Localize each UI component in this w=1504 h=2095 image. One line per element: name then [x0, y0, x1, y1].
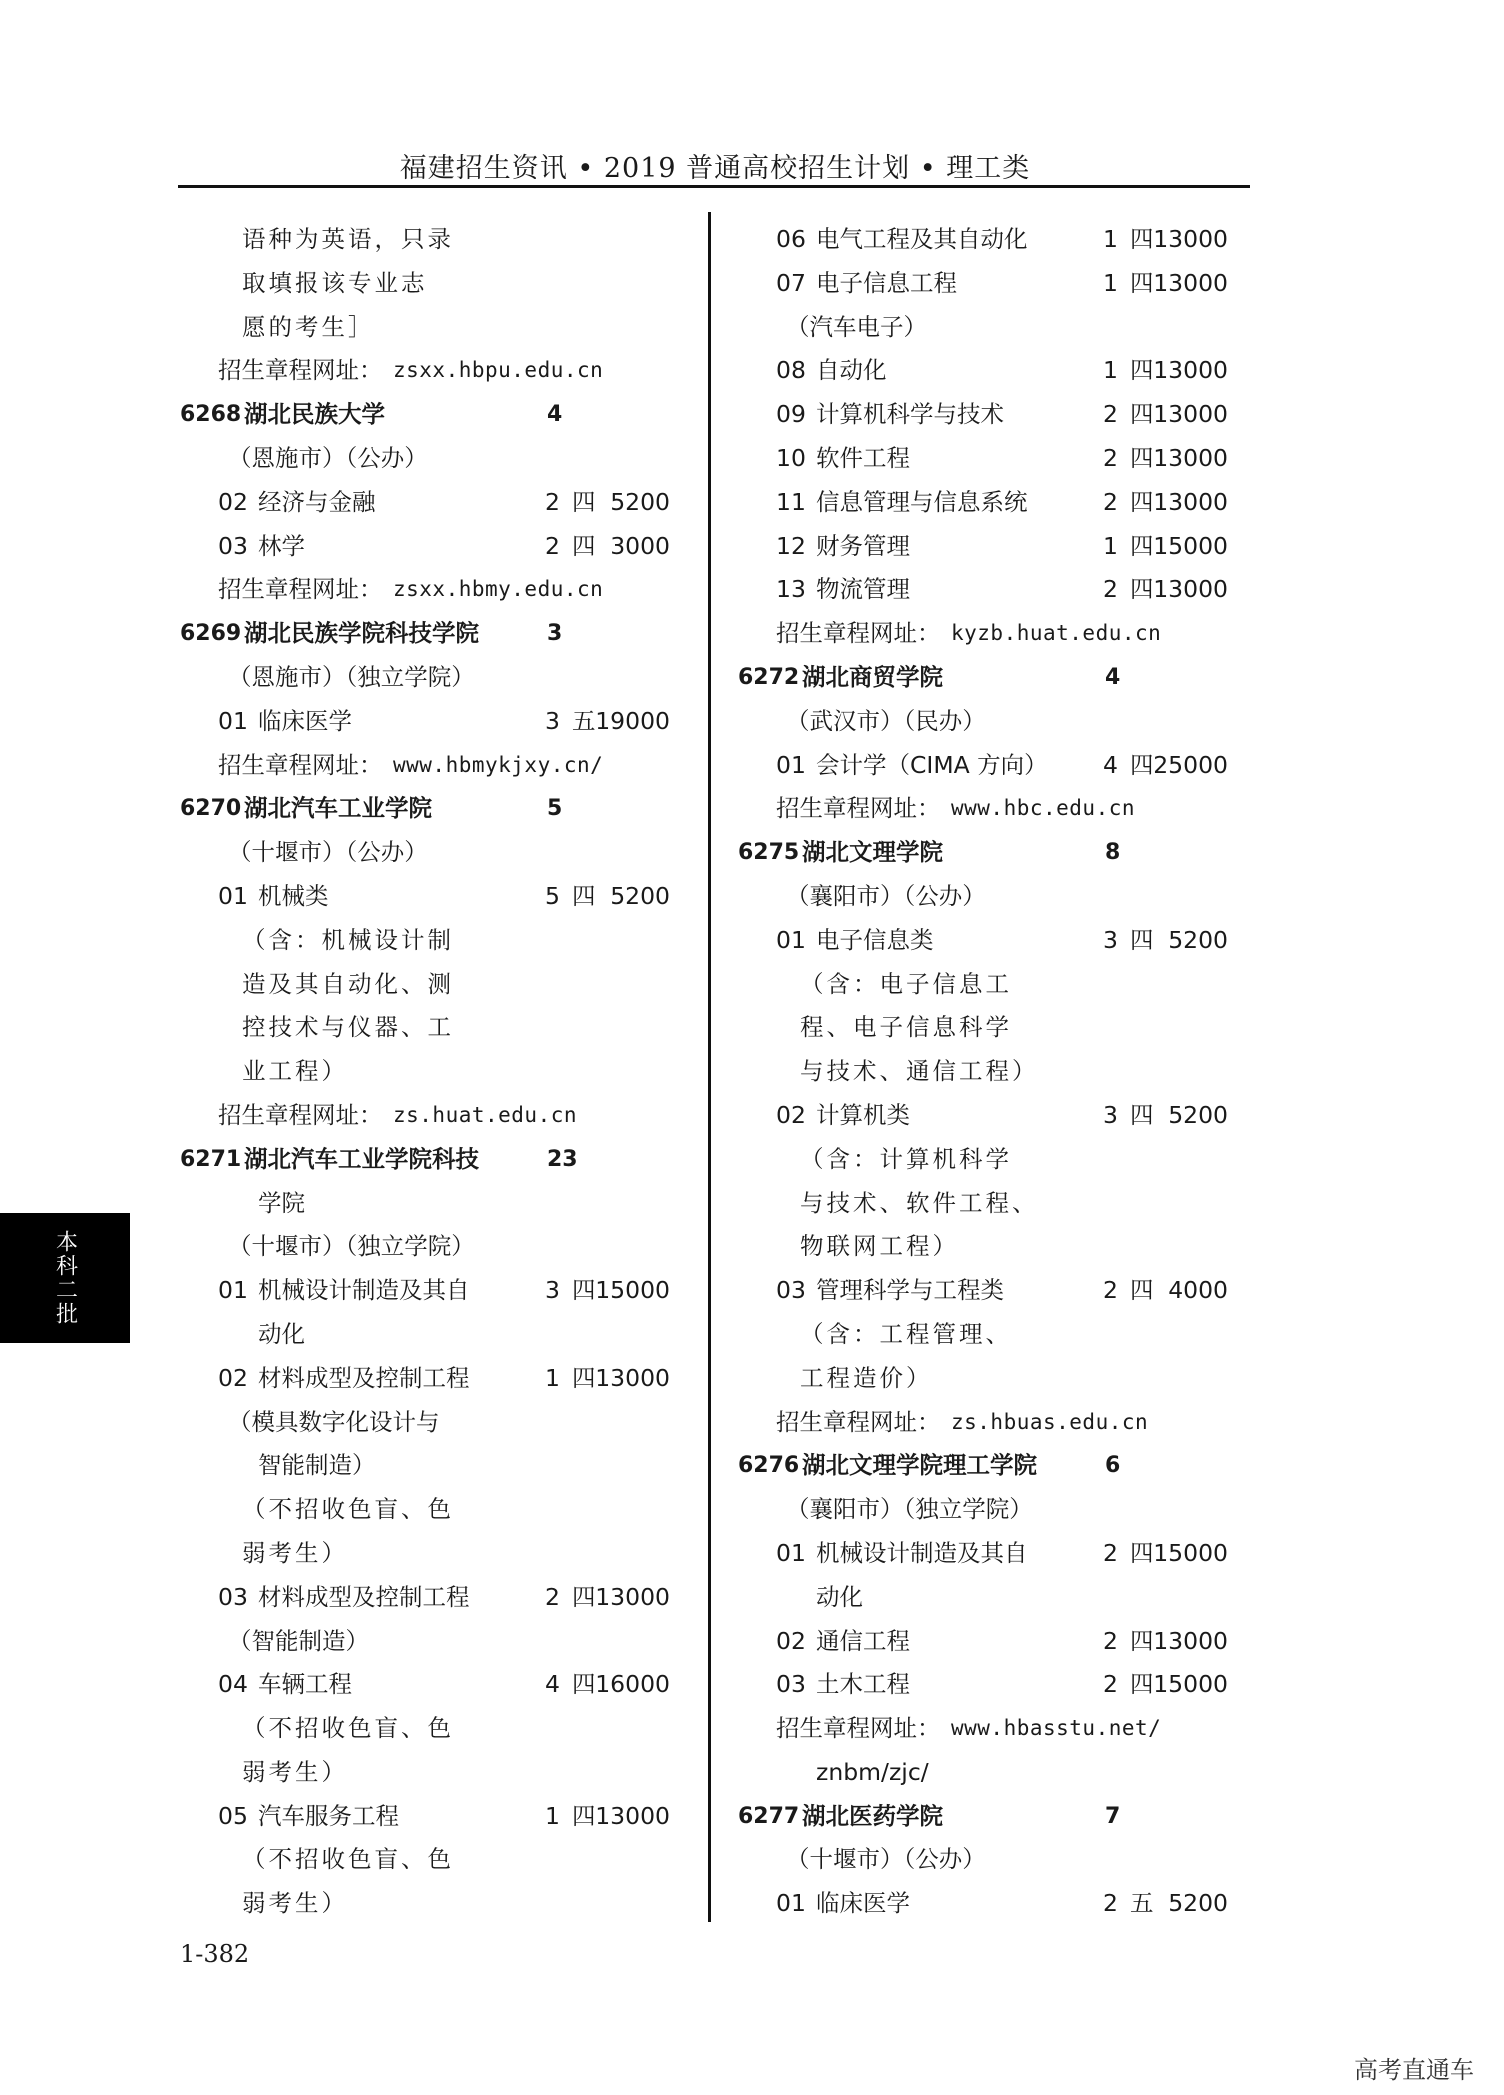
- entry-line: [180, 262, 680, 306]
- detail-text: （模具数字化设计与: [228, 1407, 440, 1436]
- major-row: [180, 1357, 680, 1401]
- major-name: 汽车服务工程: [258, 1801, 399, 1830]
- entry-line: [738, 1488, 1238, 1532]
- continuation-text: znbm/zjc/: [816, 1757, 929, 1786]
- major-code: 06: [776, 225, 806, 253]
- major-name: 机械设计制造及其自: [258, 1276, 470, 1305]
- note-text: 取填报该专业志: [242, 268, 428, 297]
- header-rule: [178, 185, 1250, 188]
- admission-url-row: [180, 349, 680, 393]
- note-text: 弱考生）: [242, 1538, 348, 1567]
- major-row: [738, 1882, 1238, 1926]
- university-plan-count: 7: [1105, 1803, 1121, 1829]
- major-plan-count: 5: [545, 881, 560, 910]
- entry-line: [738, 1138, 1238, 1182]
- detail-text: （襄阳市）（独立学院）: [786, 1495, 1033, 1524]
- university-code: 6277: [738, 1803, 800, 1829]
- section-side-tab-label: 本科二批: [52, 1230, 78, 1326]
- major-row: [738, 1094, 1238, 1138]
- major-name: 机械设计制造及其自: [816, 1538, 1028, 1567]
- entry-line: [180, 1532, 680, 1576]
- major-code: 02: [776, 1100, 806, 1129]
- university-row: [738, 1795, 1238, 1839]
- page-number: 1-382: [180, 1940, 250, 1968]
- entry-line: [738, 1050, 1238, 1094]
- note-text: 弱考生）: [242, 1757, 348, 1786]
- major-fee: 5200: [610, 881, 670, 910]
- major-row: [738, 481, 1238, 525]
- major-plan-count: 3: [545, 1276, 560, 1305]
- entry-line: [738, 963, 1238, 1007]
- major-years: 四: [572, 881, 596, 910]
- note-text: 控技术与仪器、工: [242, 1013, 454, 1042]
- university-code: 6276: [738, 1453, 800, 1479]
- major-row: [738, 744, 1238, 788]
- entry-line: [180, 1620, 680, 1664]
- major-plan-count: 1: [1103, 356, 1118, 385]
- continuation-text: 动化: [816, 1582, 863, 1611]
- note-text: （含：电子信息工: [800, 969, 1012, 998]
- major-years: 四: [1130, 925, 1154, 954]
- continuation-text: 智能制造）: [258, 1451, 376, 1480]
- major-fee: 4000: [1168, 1276, 1228, 1305]
- university-row: [738, 831, 1238, 875]
- major-row: [738, 1269, 1238, 1313]
- major-name: 软件工程: [816, 443, 910, 472]
- entry-line: [180, 1444, 680, 1488]
- major-row: [180, 1795, 680, 1839]
- entry-line: [180, 1182, 680, 1226]
- major-code: 13: [776, 575, 806, 604]
- major-years: 四: [1130, 400, 1154, 429]
- major-years: 四: [572, 1276, 596, 1305]
- university-name: 湖北文理学院: [802, 838, 943, 867]
- major-plan-count: 1: [1103, 531, 1118, 560]
- major-name: 土木工程: [816, 1670, 910, 1699]
- university-row: [180, 612, 680, 656]
- detail-text: （汽车电子）: [786, 312, 927, 341]
- major-name: 临床医学: [258, 706, 352, 735]
- major-code: 01: [218, 881, 248, 910]
- major-row: [180, 1663, 680, 1707]
- university-row: [180, 787, 680, 831]
- university-name: 湖北汽车工业学院: [244, 794, 432, 823]
- university-name: 湖北民族学院科技学院: [244, 619, 479, 648]
- major-code: 01: [776, 750, 806, 779]
- detail-text: （恩施市）（公办）: [228, 443, 428, 472]
- major-years: 四: [572, 1363, 596, 1392]
- major-name: 管理科学与工程类: [816, 1276, 1004, 1305]
- university-plan-count: 23: [547, 1146, 578, 1172]
- major-code: 07: [776, 268, 806, 297]
- major-code: 08: [776, 356, 806, 385]
- note-text: 弱考生）: [242, 1889, 348, 1918]
- entry-line: [180, 1401, 680, 1445]
- major-years: 四: [1130, 531, 1154, 560]
- major-name: 电子信息类: [816, 925, 934, 954]
- url-label: 招生章程网址：: [218, 575, 383, 604]
- university-name: 湖北医药学院: [802, 1801, 943, 1830]
- major-fee: 15000: [595, 1276, 670, 1305]
- detail-text: （恩施市）（独立学院）: [228, 662, 475, 691]
- university-plan-count: 5: [547, 796, 563, 822]
- detail-text: （十堰市）（公办）: [786, 1845, 986, 1874]
- major-years: 四: [1130, 575, 1154, 604]
- major-plan-count: 2: [545, 531, 560, 560]
- major-code: 01: [776, 1538, 806, 1567]
- entry-line: [180, 831, 680, 875]
- major-fee: 5200: [1168, 1889, 1228, 1918]
- major-fee: 13000: [1153, 1626, 1228, 1655]
- entry-line: [738, 1225, 1238, 1269]
- major-name: 经济与金融: [258, 487, 376, 516]
- major-name: 信息管理与信息系统: [816, 487, 1028, 516]
- major-name: 材料成型及控制工程: [258, 1582, 470, 1611]
- university-plan-count: 6: [1105, 1453, 1121, 1479]
- major-code: 10: [776, 443, 806, 472]
- entry-line: [738, 1576, 1238, 1620]
- major-code: 03: [218, 531, 248, 560]
- note-text: 愿的考生］: [242, 312, 375, 341]
- url-value: www.hbc.edu.cn: [951, 796, 1136, 821]
- major-row: [738, 1532, 1238, 1576]
- admission-url-row: [180, 1094, 680, 1138]
- major-plan-count: 2: [1103, 400, 1118, 429]
- entry-line: [180, 656, 680, 700]
- major-fee: 16000: [595, 1670, 670, 1699]
- major-fee: 5200: [610, 487, 670, 516]
- entry-line: [738, 700, 1238, 744]
- major-name: 电子信息工程: [816, 268, 957, 297]
- university-code: 6270: [180, 796, 242, 822]
- major-fee: 5200: [1168, 1100, 1228, 1129]
- major-row: [738, 919, 1238, 963]
- major-years: 四: [1130, 443, 1154, 472]
- major-code: 01: [776, 1889, 806, 1918]
- note-text: （不招收色盲、色: [242, 1845, 454, 1874]
- url-value: zsxx.hbpu.edu.cn: [393, 358, 604, 383]
- major-years: 四: [572, 1801, 596, 1830]
- university-name: 湖北汽车工业学院科技: [244, 1144, 479, 1173]
- university-row: [738, 656, 1238, 700]
- major-years: 四: [1130, 1276, 1154, 1305]
- university-row: [180, 393, 680, 437]
- major-fee: 13000: [1153, 268, 1228, 297]
- note-text: 与技术、通信工程）: [800, 1057, 1039, 1086]
- major-plan-count: 2: [545, 1582, 560, 1611]
- major-years: 四: [572, 487, 596, 516]
- major-plan-count: 1: [1103, 225, 1118, 253]
- major-fee: 25000: [1153, 750, 1228, 779]
- detail-text: （十堰市）（独立学院）: [228, 1232, 475, 1261]
- major-plan-count: 2: [1103, 1889, 1118, 1918]
- entry-line: [738, 1006, 1238, 1050]
- entry-line: [180, 437, 680, 481]
- column-divider: [708, 212, 711, 1922]
- entry-line: [180, 1050, 680, 1094]
- url-value: www.hbmykjxy.cn/: [393, 752, 604, 777]
- major-fee: 13000: [595, 1363, 670, 1392]
- entry-line: [180, 1488, 680, 1532]
- major-row: [180, 875, 680, 919]
- major-row: [738, 525, 1238, 569]
- url-value: zs.hbuas.edu.cn: [951, 1409, 1149, 1434]
- major-row: [180, 481, 680, 525]
- note-text: （含：工程管理、: [800, 1319, 1012, 1348]
- major-fee: 3000: [610, 531, 670, 560]
- entry-line: [180, 1882, 680, 1926]
- entry-line: [180, 919, 680, 963]
- university-code: 6275: [738, 840, 800, 866]
- major-code: 02: [218, 1363, 248, 1392]
- major-code: 12: [776, 531, 806, 560]
- major-plan-count: 4: [545, 1670, 560, 1699]
- major-years: 四: [1130, 1100, 1154, 1129]
- page-header-title: 福建招生资讯 • 2019 普通高校招生计划 • 理工类: [399, 153, 1031, 184]
- university-plan-count: 4: [547, 402, 563, 428]
- major-fee: 15000: [1153, 1538, 1228, 1567]
- university-name: 湖北民族大学: [244, 400, 385, 429]
- major-name: 自动化: [816, 356, 887, 385]
- entry-line: [738, 875, 1238, 919]
- major-plan-count: 2: [1103, 1538, 1118, 1567]
- entry-line: [738, 1751, 1238, 1795]
- entry-line: [180, 1225, 680, 1269]
- major-row: [738, 568, 1238, 612]
- admission-url-row: [180, 568, 680, 612]
- major-code: 01: [218, 1276, 248, 1305]
- major-plan-count: 2: [1103, 443, 1118, 472]
- university-name: 湖北文理学院理工学院: [802, 1451, 1037, 1480]
- note-text: 物联网工程）: [800, 1232, 959, 1261]
- major-code: 05: [218, 1801, 248, 1830]
- major-plan-count: 2: [1103, 1626, 1118, 1655]
- university-name: 湖北商贸学院: [802, 662, 943, 691]
- detail-text: （十堰市）（公办）: [228, 838, 428, 867]
- major-row: [180, 1576, 680, 1620]
- major-fee: 13000: [1153, 400, 1228, 429]
- major-plan-count: 2: [1103, 1670, 1118, 1699]
- major-plan-count: 1: [545, 1801, 560, 1830]
- major-row: [180, 525, 680, 569]
- major-name: 计算机科学与技术: [816, 400, 1004, 429]
- major-years: 五: [1130, 1889, 1154, 1918]
- major-years: 四: [1130, 487, 1154, 516]
- section-side-tab: [0, 1213, 130, 1343]
- major-fee: 13000: [595, 1582, 670, 1611]
- note-text: 程、电子信息科学: [800, 1013, 1012, 1042]
- note-text: 工程造价）: [800, 1363, 933, 1392]
- major-plan-count: 3: [1103, 1100, 1118, 1129]
- right-column: [738, 218, 1238, 1926]
- major-row: [738, 349, 1238, 393]
- major-fee: 5200: [1168, 925, 1228, 954]
- admission-url-row: [738, 612, 1238, 656]
- url-label: 招生章程网址：: [218, 356, 383, 385]
- major-name: 机械类: [258, 881, 329, 910]
- url-label: 招生章程网址：: [776, 1407, 941, 1436]
- major-plan-count: 2: [1103, 1276, 1118, 1305]
- major-row: [738, 393, 1238, 437]
- major-name: 会计学（CIMA 方向）: [816, 750, 1048, 779]
- major-fee: 15000: [1153, 1670, 1228, 1699]
- major-fee: 19000: [595, 706, 670, 735]
- admission-url-row: [738, 1401, 1238, 1445]
- url-label: 招生章程网址：: [776, 619, 941, 648]
- major-years: 五: [572, 706, 596, 735]
- major-code: 03: [218, 1582, 248, 1611]
- url-label: 招生章程网址：: [218, 1100, 383, 1129]
- url-value: www.hbasstu.net/: [951, 1716, 1162, 1741]
- major-years: 四: [572, 1670, 596, 1699]
- major-code: 03: [776, 1276, 806, 1305]
- university-code: 6269: [180, 621, 242, 647]
- major-plan-count: 1: [1103, 268, 1118, 297]
- major-name: 车辆工程: [258, 1670, 352, 1699]
- major-row: [180, 1269, 680, 1313]
- major-name: 物流管理: [816, 575, 910, 604]
- major-fee: 13000: [595, 1801, 670, 1830]
- major-plan-count: 3: [1103, 925, 1118, 954]
- url-value: kyzb.huat.edu.cn: [951, 621, 1162, 646]
- major-code: 11: [776, 487, 806, 516]
- admission-url-row: [738, 1707, 1238, 1751]
- major-years: 四: [572, 1582, 596, 1611]
- note-text: （含：计算机科学: [800, 1144, 1012, 1173]
- major-years: 四: [1130, 225, 1154, 253]
- university-code: 6271: [180, 1146, 242, 1172]
- major-name: 计算机类: [816, 1100, 910, 1129]
- major-name: 临床医学: [816, 1889, 910, 1918]
- university-row: [180, 1138, 680, 1182]
- note-text: （不招收色盲、色: [242, 1495, 454, 1524]
- note-text: 语种为英语，只录: [242, 225, 454, 253]
- major-code: 02: [218, 487, 248, 516]
- note-text: 造及其自动化、测: [242, 969, 454, 998]
- major-fee: 13000: [1153, 575, 1228, 604]
- major-fee: 13000: [1153, 356, 1228, 385]
- url-value: zsxx.hbmy.edu.cn: [393, 577, 604, 602]
- entry-line: [180, 306, 680, 350]
- major-code: 02: [776, 1626, 806, 1655]
- entry-line: [180, 1006, 680, 1050]
- note-text: 与技术、软件工程、: [800, 1188, 1039, 1217]
- url-label: 招生章程网址：: [776, 1714, 941, 1743]
- entry-line: [738, 1182, 1238, 1226]
- entry-line: [180, 1707, 680, 1751]
- note-text: 业工程）: [242, 1057, 348, 1086]
- major-plan-count: 1: [545, 1363, 560, 1392]
- entry-line: [180, 1751, 680, 1795]
- entry-line: [738, 1313, 1238, 1357]
- university-code: 6268: [180, 402, 242, 428]
- major-years: 四: [1130, 750, 1154, 779]
- university-code: 6272: [738, 664, 800, 690]
- major-years: 四: [1130, 1538, 1154, 1567]
- major-row: [738, 1620, 1238, 1664]
- major-row: [738, 262, 1238, 306]
- continuation-text: 动化: [258, 1319, 305, 1348]
- major-years: 四: [1130, 356, 1154, 385]
- major-name: 财务管理: [816, 531, 910, 560]
- major-row: [180, 700, 680, 744]
- university-plan-count: 3: [547, 621, 563, 647]
- major-plan-count: 2: [1103, 575, 1118, 604]
- admission-url-row: [738, 787, 1238, 831]
- detail-text: （武汉市）（民办）: [786, 706, 986, 735]
- university-row: [738, 1444, 1238, 1488]
- major-row: [738, 218, 1238, 262]
- major-row: [738, 1663, 1238, 1707]
- major-fee: 15000: [1153, 531, 1228, 560]
- continuation-text: 学院: [258, 1188, 305, 1217]
- detail-text: （智能制造）: [228, 1626, 369, 1655]
- major-years: 四: [572, 531, 596, 560]
- url-label: 招生章程网址：: [218, 750, 383, 779]
- major-plan-count: 2: [545, 487, 560, 516]
- major-code: 03: [776, 1670, 806, 1699]
- entry-line: [738, 306, 1238, 350]
- left-column: [180, 218, 680, 1926]
- major-code: 01: [218, 706, 248, 735]
- url-value: zs.huat.edu.cn: [393, 1102, 578, 1127]
- major-name: 林学: [258, 531, 305, 560]
- major-fee: 13000: [1153, 225, 1228, 253]
- university-plan-count: 4: [1105, 664, 1121, 690]
- major-code: 04: [218, 1670, 248, 1699]
- url-label: 招生章程网址：: [776, 794, 941, 823]
- major-fee: 13000: [1153, 443, 1228, 472]
- major-years: 四: [1130, 1670, 1154, 1699]
- major-plan-count: 2: [1103, 487, 1118, 516]
- university-plan-count: 8: [1105, 840, 1121, 866]
- major-name: 材料成型及控制工程: [258, 1363, 470, 1392]
- major-plan-count: 3: [545, 706, 560, 735]
- entry-line: [180, 1313, 680, 1357]
- major-code: 01: [776, 925, 806, 954]
- watermark: 高考直通车: [1354, 2056, 1474, 2084]
- entry-line: [180, 1838, 680, 1882]
- entry-line: [180, 963, 680, 1007]
- detail-text: （襄阳市）（公办）: [786, 881, 986, 910]
- entry-line: [180, 218, 680, 262]
- major-row: [738, 437, 1238, 481]
- major-plan-count: 4: [1103, 750, 1118, 779]
- major-code: 09: [776, 400, 806, 429]
- entry-line: [738, 1357, 1238, 1401]
- major-years: 四: [1130, 1626, 1154, 1655]
- major-years: 四: [1130, 268, 1154, 297]
- note-text: （不招收色盲、色: [242, 1714, 454, 1743]
- major-fee: 13000: [1153, 487, 1228, 516]
- entry-line: [738, 1838, 1238, 1882]
- note-text: （含：机械设计制: [242, 925, 454, 954]
- major-name: 通信工程: [816, 1626, 910, 1655]
- major-name: 电气工程及其自动化: [816, 225, 1028, 253]
- admission-url-row: [180, 744, 680, 788]
